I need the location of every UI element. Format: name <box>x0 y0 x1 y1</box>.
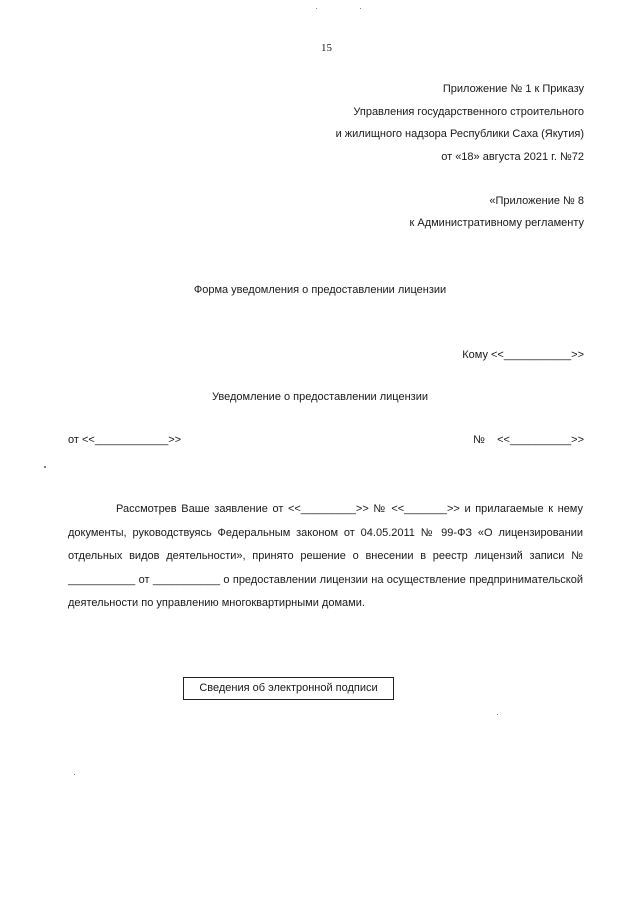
recipient-field: Кому <<___________>> <box>462 349 584 361</box>
date-field: от <<____________>> <box>68 434 182 446</box>
form-title: Форма уведомления о предоставлении лицензии <box>193 284 447 296</box>
scan-speck <box>360 8 361 9</box>
scan-speck <box>497 714 498 715</box>
appendix-header-line-4: от «18» августа 2021 г. №72 <box>441 151 584 163</box>
signature-info-box: Сведения об электронной подписи <box>183 677 394 700</box>
appendix-sub-line-2: к Административному регламенту <box>409 217 584 229</box>
scan-speck <box>316 8 317 9</box>
scan-speck <box>44 466 46 468</box>
appendix-header-line-1: Приложение № 1 к Приказу <box>442 83 584 95</box>
body-paragraph: Рассмотрев Ваше заявление от <<_________>> № <<_______>> и прилагаемые к нему документы, руководствуясь Федеральным законом от 04.05.2011 № 99-ФЗ «О лицензировании отдельных видов деятельности», принято решение о внесении в реестр лицензий записи № ___________ от ___________ о предоставлении лицензии на осуществление предпринимательской деятельности по управлению многоквартирными домами. <box>68 503 583 609</box>
appendix-header-line-3: и жилищного надзора Республики Саха (Якутия) <box>335 128 584 140</box>
notice-title: Уведомление о предоставлении лицензии <box>212 391 428 403</box>
appendix-header-line-2: Управления государственного строительного <box>353 106 584 118</box>
number-field: № <<__________>> <box>473 434 584 446</box>
page-number: 15 <box>321 42 332 54</box>
scan-speck <box>74 774 75 775</box>
appendix-sub-line-1: «Приложение № 8 <box>489 195 584 207</box>
